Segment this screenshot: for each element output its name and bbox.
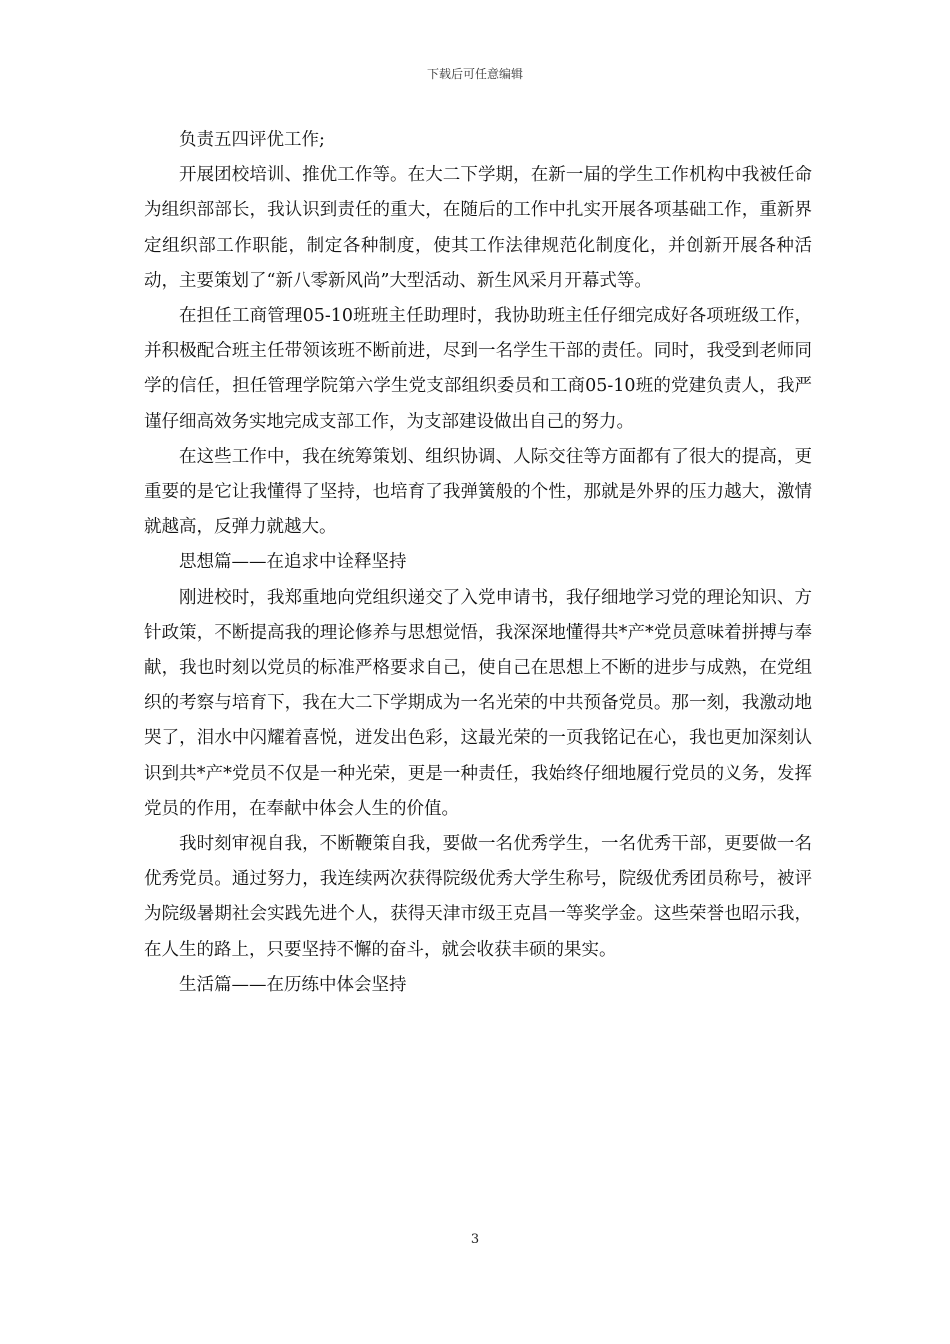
page-header: 下载后可任意编辑 xyxy=(426,67,523,81)
section-heading: 生活篇——在历练中体会坚持 xyxy=(179,974,407,995)
paragraph: 开展团校培训、推优工作等。在大二下学期，在新一届的学生工作机构中我被任命为组织部部长，我认识到责任的重大，在随后的工作中扎实开展各项基础工作，重新界定组织部工作职能，制定各种制度，使其工作法律规范化制度化，并创新开展各种活动，主要策划了“新八零新风尚”大型活动、新生风采月开幕式等。 xyxy=(144,165,812,291)
page-number: 3 xyxy=(470,1232,480,1247)
paragraph: 在担任工商管理05-10班班主任助理时，我协助班主任仔细完成好各项班级工作，并积极配合班主任带领该班不断前进，尽到一名学生干部的责任。同时，我受到老师同学的信任，担任管理学院第六学生党支部组织委员和工商05-10班的党建负责人，我严谨仔细高效务实地完成支部工作，为支部建设做出自己的努力。 xyxy=(144,306,812,432)
paragraph: 负责五四评优工作; xyxy=(179,130,325,150)
paragraph: 刚进校时，我郑重地向党组织递交了入党申请书，我仔细地学习党的理论知识、方针政策，不断提高我的理论修养与思想觉悟，我深深地懂得共*产*党员意味着拼搏与奉献，我也时刻以党员的标准严格要求自己，使自己在思想上不断的进步与成熟，在党组织的考察与培育下，我在大二下学期成为一名光荣的中共预备党员。那一刻，我激动地哭了，泪水中闪耀着喜悦，迸发出色彩，这最光荣的一页我铭记在心，我也更加深刻认识到共*产*党员不仅是一种光荣，更是一种责任，我始终仔细地履行党员的义务，发挥党员的作用，在奉献中体会人生的价值。 xyxy=(144,587,812,819)
section-heading: 思想篇——在追求中诠释坚持 xyxy=(179,552,407,573)
document-body xyxy=(144,123,812,1003)
paragraph: 在这些工作中，我在统筹策划、组织协调、人际交往等方面都有了很大的提高，更重要的是它让我懂得了坚持，也培育了我弹簧般的个性，那就是外界的压力越大，激情就越高，反弹力就越大。 xyxy=(144,446,812,538)
paragraph: 我时刻审视自我，不断鞭策自我，要做一名优秀学生，一名优秀干部，更要做一名优秀党员。通过努力，我连续两次获得院级优秀大学生称号，院级优秀团员称号，被评为院级暑期社会实践先进个人，获得天津市级王克昌一等奖学金。这些荣誉也昭示我，在人生的路上，只要坚持不懈的奋斗，就会收获丰硕的果实。 xyxy=(144,834,812,960)
